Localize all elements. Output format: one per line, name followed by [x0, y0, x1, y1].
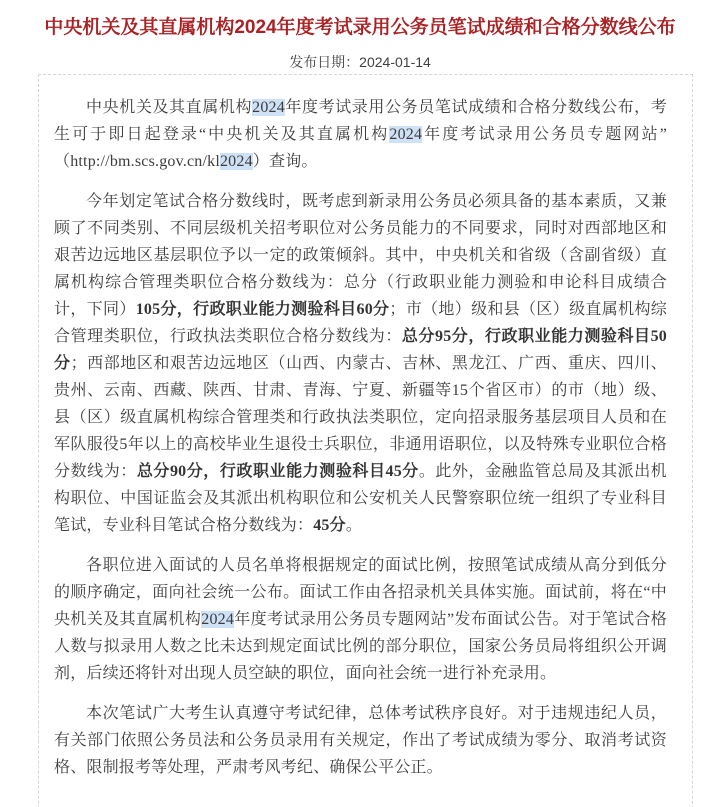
- text-run: 中央机关及其直属机构: [86, 99, 253, 116]
- paragraph: [54, 94, 667, 175]
- highlighted-keyword: 2024: [389, 126, 423, 143]
- exam-website-url: 年度考试录用公务员专题网站”（http://bm.scs.gov.cn/kl: [54, 126, 667, 170]
- paragraph: [54, 188, 667, 539]
- publish-date: 发布日期：2024-01-14: [289, 54, 431, 70]
- article-body: [54, 94, 667, 781]
- text-run: 年度考试录用公务员笔试成绩和合格分数线公布，考生可于即日起登录“中央机关及其直属机构: [54, 99, 667, 143]
- text-run: 105分，行政职业能力测验科目60分: [135, 301, 390, 318]
- page-title: 中央机关及其直属机构2024年度考试录用公务员笔试成绩和合格分数线公布: [44, 17, 676, 38]
- highlighted-keyword: 2024: [219, 153, 253, 170]
- text-run: 总分95分，行政职业能力测验科目50分: [54, 328, 668, 372]
- paragraph: [54, 552, 667, 687]
- text-run: 今年划定笔试合格分数线时，既考虑到新录用公务员必须具备的基本素质，又兼顾了不同类别、不同层级机关招考职位对公务员能力的不同要求，同时对西部地区和艰苦边远地区基层职位予以一定的政策倾斜。其中，中央机关和省级（含副省级）直属机构综合管理类职位合格分数线为：总分（行政职业能力测验和申论科目成绩合计，下同）: [54, 193, 667, 318]
- text-run: 本次笔试广大考生认真遵守考试纪律，总体考试秩序良好。对于违规违纪人员，有关部门依照公务员法和公务员录用有关规定，作出了考试成绩为零分、取消考试资格、限制报考等处理，严肃考风考纪、确保公平公正。: [54, 705, 667, 776]
- paragraph: [54, 700, 667, 781]
- highlighted-keyword: 2024: [201, 611, 235, 628]
- text-run: 总分90分，行政职业能力测验科目45分: [136, 463, 419, 480]
- text-run: 。此外，金融监管总局及其派出机构职位、中国证监会及其派出机构职位和公安机关人民警察职位统一组织了专业科目笔试，专业科目笔试合格分数线为：: [54, 463, 667, 534]
- text-run: ；西部地区和艰苦边远地区（山西、内蒙古、吉林、黑龙江、广西、重庆、四川、贵州、云南、西藏、陕西、甘肃、青海、宁夏、新疆等15个省区市）的市（地）级、县（区）级直属机构综合管理类和行政执法类职位，定向招录服务基层项目人员和在军队服役5年以上的高校毕业生退役士兵职位，非通用语职位，以及特殊专业职位合格分数线为：: [54, 355, 667, 480]
- text-run: 45分: [313, 517, 346, 534]
- highlighted-keyword: 2024: [252, 99, 285, 116]
- text-run: 。: [345, 517, 363, 534]
- article-content-box: [38, 74, 693, 807]
- text-run: ；市（地）级和县（区）级直属机构综合管理类职位，行政执法类职位合格分数线为：: [54, 301, 667, 345]
- text-run: 各职位进入面试的人员名单将根据规定的面试比例，按照笔试成绩从高分到低分的顺序确定，面向社会统一公布。面试工作由各招录机关具体实施。面试前，将在“中央机关及其直属机构: [54, 557, 667, 628]
- text-run: ）查询。: [252, 153, 318, 170]
- text-run: 年度考试录用公务员专题网站”发布面试公告。对于笔试合格人数与拟录用人数之比未达到规定面试比例的部分职位，国家公务员局将组织公开调剂，后续还将针对出现人员空缺的职位，面向社会统一进行补充录用。: [54, 611, 667, 682]
